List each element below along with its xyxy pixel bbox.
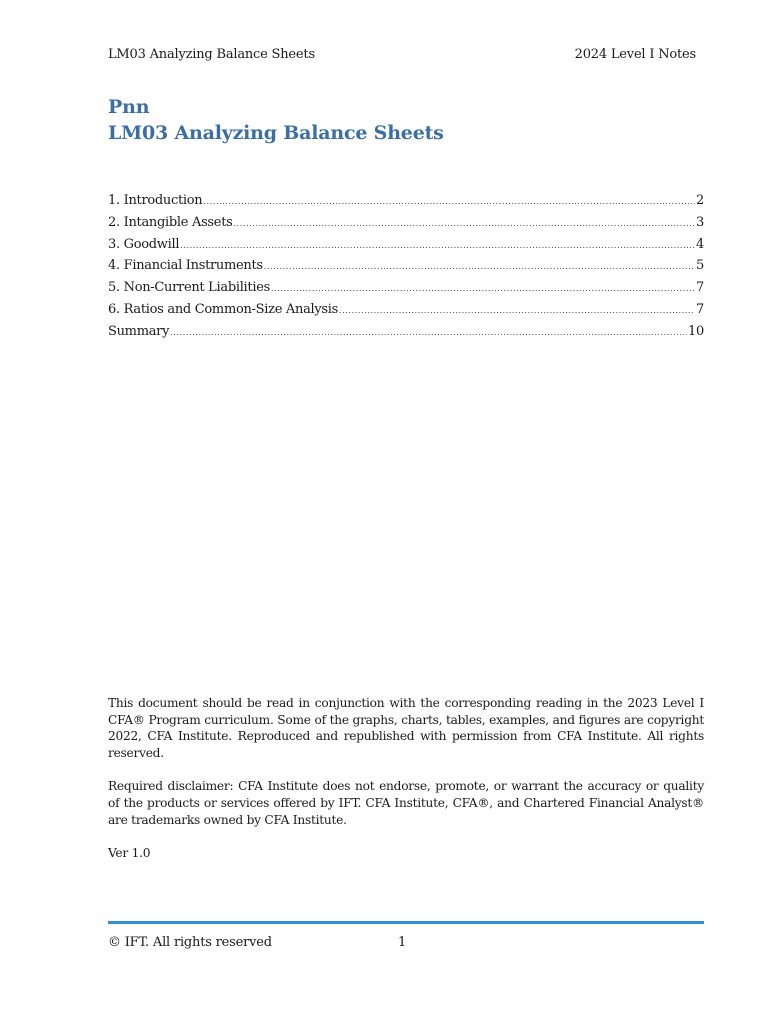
toc-entry-summary[interactable] xyxy=(108,321,704,343)
toc-entry-label: 5. Non-Current Liabilities xyxy=(108,280,270,296)
toc-entry-page: 7 xyxy=(696,301,704,317)
toc-entry-label: 1. Introduction xyxy=(108,193,203,208)
toc-entry-goodwill[interactable] xyxy=(108,234,704,256)
toc-entry-page: 4 xyxy=(696,236,704,252)
table-of-contents xyxy=(108,190,704,343)
toc-dot-leader xyxy=(234,213,696,235)
toc-entry-financial-instruments[interactable] xyxy=(108,255,704,277)
title-line-1: Pnn xyxy=(108,96,150,118)
page-header xyxy=(108,47,696,62)
toc-dot-leader xyxy=(339,300,695,322)
curriculum-notice: This document should be read in conjunction with the corresponding reading in the 2023 Level I CFA® Program curriculum. Some of the graphs, charts, tables, examples, and figures are copyright 2022, CFA Institute. Reproduced and republished with permission from CFA Institute. All rights reserved. xyxy=(108,696,704,761)
toc-entry-non-current-liabilities[interactable] xyxy=(108,277,704,299)
toc-entry-page: 10 xyxy=(688,323,704,339)
toc-dot-leader xyxy=(180,235,695,257)
toc-entry-page: 2 xyxy=(696,193,704,208)
toc-dot-leader xyxy=(170,322,687,344)
toc-dot-leader xyxy=(271,278,695,300)
toc-entry-page: 3 xyxy=(696,214,704,230)
footer-divider xyxy=(108,921,704,924)
toc-entry-label: 2. Intangible Assets xyxy=(108,214,233,230)
footer-copyright: © IFT. All rights reserved xyxy=(108,935,272,950)
toc-dot-leader xyxy=(203,191,695,213)
toc-entry-label: 3. Goodwill xyxy=(108,236,180,252)
toc-entry-page: 5 xyxy=(696,258,704,274)
toc-entry-label: Summary xyxy=(108,323,170,339)
header-left-title: LM03 Analyzing Balance Sheets xyxy=(108,47,315,62)
required-disclaimer: Required disclaimer: CFA Institute does not endorse, promote, or warrant the accuracy or quality of the products or services offered by IFT. CFA Institute, CFA®, and Chartered Financial Analyst® are trademarks owned by CFA Institute. xyxy=(108,779,704,827)
toc-dot-leader xyxy=(264,256,695,278)
toc-entry-label: 4. Financial Instruments xyxy=(108,258,263,274)
document-title xyxy=(108,94,444,146)
toc-entry-introduction[interactable] xyxy=(108,190,704,212)
toc-entry-ratios[interactable] xyxy=(108,299,704,321)
disclaimer-block xyxy=(108,695,704,878)
footer-page-number: 1 xyxy=(398,935,407,950)
title-line-2: LM03 Analyzing Balance Sheets xyxy=(108,122,444,144)
toc-entry-label: 6. Ratios and Common-Size Analysis xyxy=(108,301,339,317)
toc-entry-page: 7 xyxy=(696,280,704,296)
version-label: Ver 1.0 xyxy=(108,845,151,860)
header-right-title: 2024 Level I Notes xyxy=(574,47,696,62)
toc-entry-intangible-assets[interactable] xyxy=(108,212,704,234)
